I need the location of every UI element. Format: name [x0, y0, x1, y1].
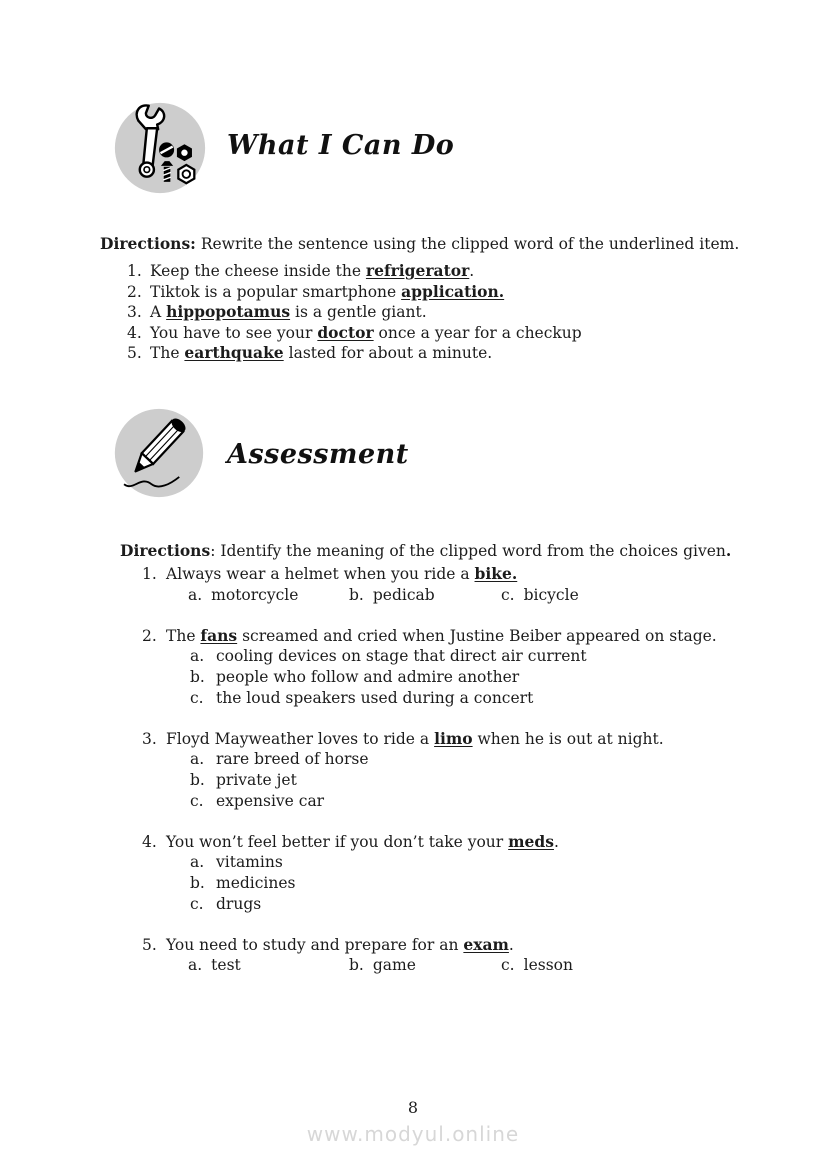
list-item	[127, 323, 582, 344]
item-text: You have to see your doctor once a year for a checkup	[150, 322, 582, 342]
question-5	[142, 935, 762, 976]
item-text: Keep the cheese inside the refrigerator.	[150, 261, 475, 280]
clipped-word: bike.	[474, 564, 518, 583]
question-sentence: The fans screamed and cried when Justine Beiber appeared on stage.	[166, 625, 717, 645]
question-number: 3.	[142, 729, 157, 748]
question-number: 4.	[142, 832, 157, 851]
question-sentence: Always wear a helmet when you ride a bike.	[166, 564, 518, 583]
directions-period: .	[725, 540, 732, 560]
item-number: 4.	[127, 323, 142, 342]
item-text: Tiktok is a popular smartphone application.	[150, 281, 505, 301]
pencil-icon	[113, 407, 207, 501]
directions-label: Directions:	[100, 233, 196, 253]
clipped-word: meds	[508, 831, 554, 851]
question-2	[142, 626, 762, 708]
choice-c: c. drugs	[190, 894, 262, 913]
question-text	[142, 729, 762, 750]
question-text	[142, 626, 762, 647]
wrench-icon	[113, 101, 207, 195]
watermark: www.modyul.online	[306, 1122, 520, 1146]
choice-b: b. medicines	[190, 873, 296, 892]
question-number: 2.	[142, 626, 157, 645]
directions-what-i-can-do	[100, 234, 739, 253]
list-item	[127, 261, 582, 282]
underlined-word: earthquake	[184, 343, 284, 363]
clipped-word: fans	[200, 625, 238, 645]
choice-c: c. expensive car	[190, 791, 325, 810]
choice-a: a. motorcycle	[188, 585, 299, 604]
question-sentence: You won’t feel better if you don’t take your meds.	[166, 831, 559, 851]
underlined-word: doctor	[317, 322, 374, 342]
item-number: 2.	[127, 282, 142, 301]
directions-text: : Identify the meaning of the clipped word from the choices given	[210, 541, 726, 560]
question-1	[142, 564, 762, 605]
section-title-assessment: Assessment	[227, 438, 409, 470]
choice-a: a. rare breed of horse	[190, 750, 369, 769]
choice-c: c. the loud speakers used during a concert	[190, 688, 534, 707]
underlined-word: refrigerator	[365, 261, 470, 280]
choice-b: b. game	[349, 956, 416, 975]
rewrite-sentence-list	[127, 261, 582, 364]
item-number: 1.	[127, 262, 142, 280]
list-item	[127, 343, 582, 364]
section-assessment-header	[113, 407, 409, 501]
choice-b: b. people who follow and admire another	[190, 667, 520, 686]
question-number: 1.	[142, 565, 157, 583]
choice-c: c. lesson	[501, 956, 573, 975]
underlined-word: hippopotamus	[166, 302, 291, 322]
list-item	[127, 282, 582, 303]
question-text	[142, 564, 762, 585]
choice-b: b. private jet	[190, 770, 297, 789]
question-text	[142, 832, 762, 853]
item-text: A hippopotamus is a gentle giant.	[150, 302, 427, 322]
choice-c: c. bicycle	[501, 585, 579, 604]
directions-assessment	[120, 541, 731, 560]
section-title-what-i-can-do: What I Can Do	[227, 129, 455, 161]
directions-label: Directions	[120, 540, 211, 560]
choice-row	[188, 585, 762, 606]
choice-b: b. pedicab	[349, 585, 435, 604]
item-text: The earthquake lasted for about a minute.	[150, 343, 493, 363]
item-number: 3.	[127, 303, 142, 322]
question-sentence: Floyd Mayweather loves to ride a limo when he is out at night.	[166, 728, 664, 748]
question-3	[142, 729, 762, 811]
choice-a: a. test	[188, 956, 241, 975]
directions-text: Rewrite the sentence using the clipped word of the underlined item.	[195, 234, 740, 253]
question-number: 5.	[142, 935, 157, 954]
assessment-questions	[142, 564, 762, 996]
clipped-word: exam	[463, 934, 509, 954]
choice-row	[188, 955, 762, 976]
list-item	[127, 302, 582, 323]
section-what-i-can-do-header	[113, 101, 454, 195]
underlined-word: application.	[401, 281, 505, 301]
choice-a: a. vitamins	[190, 853, 283, 872]
item-number: 5.	[127, 344, 142, 363]
page-number: 8	[407, 1098, 419, 1117]
question-4	[142, 832, 762, 914]
clipped-word: limo	[434, 728, 473, 748]
choice-a: a. cooling devices on stage that direct air current	[190, 647, 587, 666]
question-sentence: You need to study and prepare for an exam.	[166, 934, 514, 954]
question-text	[142, 935, 762, 956]
